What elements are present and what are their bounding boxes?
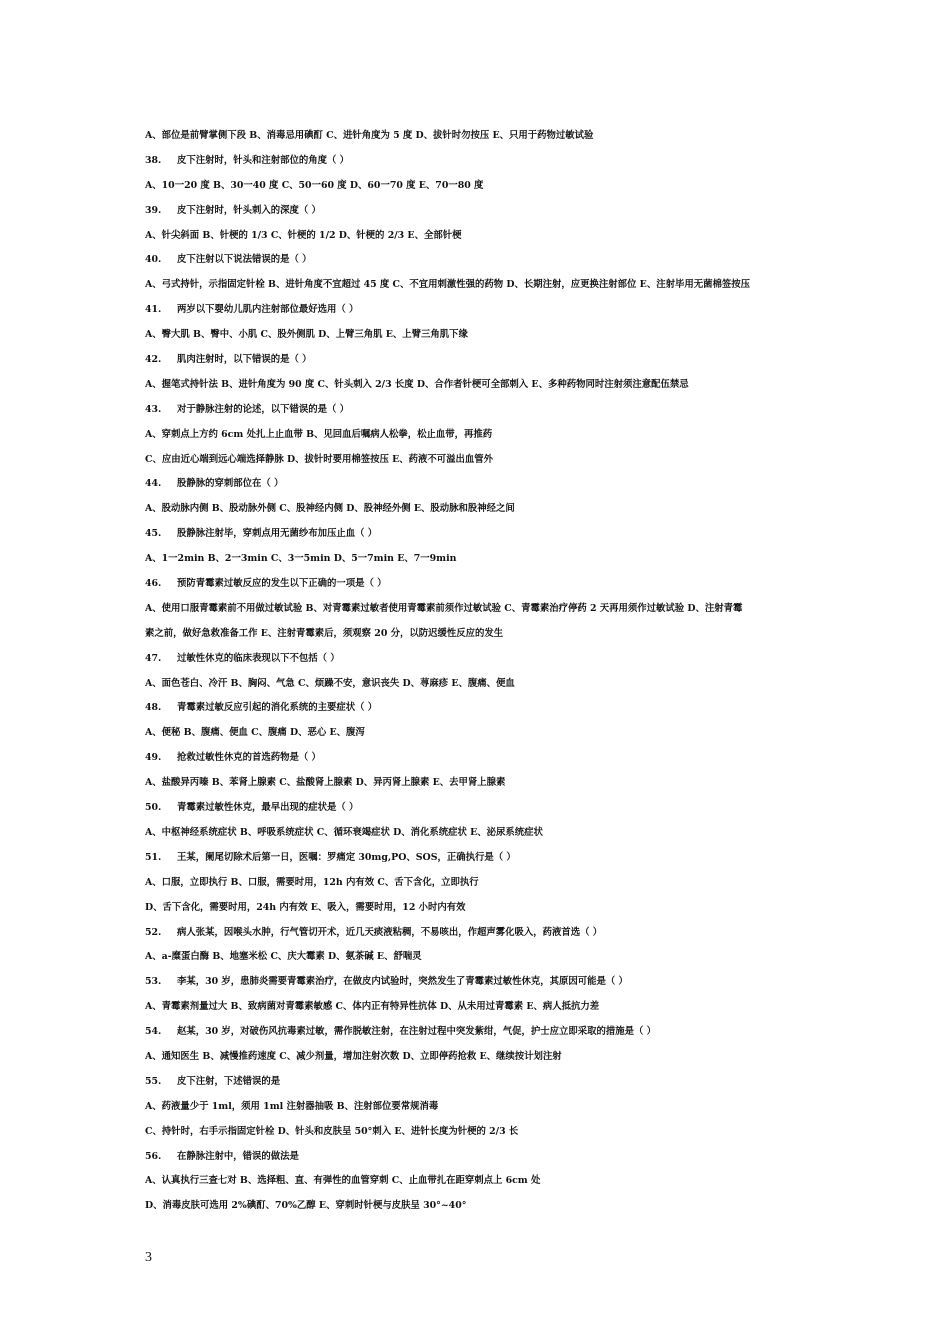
question-line xyxy=(145,252,835,277)
question-number: 54. xyxy=(145,1026,162,1038)
question-number: 51. xyxy=(145,851,162,863)
question-line xyxy=(145,153,835,178)
question-text: 抢救过敏性休克的首选药物是（ ） xyxy=(177,752,321,764)
question-number: 45. xyxy=(145,528,162,540)
question-number: 41. xyxy=(145,304,162,316)
option-line xyxy=(145,1173,835,1198)
question-line xyxy=(145,1149,835,1174)
option-line xyxy=(145,900,835,925)
question-number: 56. xyxy=(145,1150,162,1162)
question-line xyxy=(145,974,835,999)
option-text: D、舌下含化，需要时用，24h 内有效 E、吸入，需要时用，12 小时内有效 xyxy=(145,901,466,913)
option-line xyxy=(145,128,835,153)
question-number: 52. xyxy=(145,926,162,938)
option-text: A、盐酸异丙嗪 B、苯肾上腺素 C、盐酸肾上腺素 D、异丙肾上腺素 E、去甲肾上腺素 xyxy=(145,777,506,789)
question-text: 股静脉注射毕，穿刺点用无菌纱布加压止血（ ） xyxy=(177,528,378,540)
question-number: 50. xyxy=(145,802,162,814)
option-text: 素之前，做好急救准备工作 E、注射青霉素后，须观察 20 分，以防迟缓性反应的发生 xyxy=(145,627,504,639)
option-line xyxy=(145,1049,835,1074)
question-line xyxy=(145,402,835,427)
option-text: A、臀大肌 B、臀中、小肌 C、股外侧肌 D、上臂三角肌 E、上臂三角肌下缘 xyxy=(145,329,468,341)
question-number: 38. xyxy=(145,154,162,166)
question-line xyxy=(145,925,835,950)
question-line xyxy=(145,476,835,501)
option-line xyxy=(145,228,835,253)
option-text: A、穿刺点上方约 6cm 处扎上止血带 B、见回血后嘱病人松拳，松止血带，再推药 xyxy=(145,428,493,440)
option-line xyxy=(145,1198,835,1223)
option-line xyxy=(145,427,835,452)
question-text: 皮下注射以下说法错误的是（ ） xyxy=(177,254,312,266)
question-text: 青霉素过敏性休克，最早出现的症状是（ ） xyxy=(177,802,359,814)
question-line xyxy=(145,302,835,327)
question-number: 39. xyxy=(145,204,162,216)
option-line xyxy=(145,775,835,800)
question-line xyxy=(145,1024,835,1049)
question-text: 青霉素过敏反应引起的消化系统的主要症状（ ） xyxy=(177,702,378,714)
question-text: 过敏性休克的临床表现以下不包括（ ） xyxy=(177,652,340,664)
option-text: A、股动脉内侧 B、股动脉外侧 C、股神经内侧 D、股神经外侧 E、股动脉和股神经之间 xyxy=(145,503,515,515)
option-text: A、中枢神经系统症状 B、呼吸系统症状 C、循环衰竭症状 D、消化系统症状 E、泌尿系统症状 xyxy=(145,826,543,838)
question-list xyxy=(145,128,835,1223)
option-text: A、a-糜蛋白酶 B、地塞米松 C、庆大霉素 D、氨茶碱 E、舒喘灵 xyxy=(145,951,422,963)
question-number: 47. xyxy=(145,652,162,664)
question-text: 李某，30 岁，患肺炎需要青霉素治疗，在做皮内试验时，突然发生了青霉素过敏性休克，其原因可能是（ ） xyxy=(177,976,628,988)
option-text: A、握笔式持针法 B、进针角度为 90 度 C、针头刺入 2/3 长度 D、合作者针梗可全部刺入 E、多种药物同时注射须注意配伍禁忌 xyxy=(145,378,689,390)
option-line xyxy=(145,999,835,1024)
option-text: A、使用口服青霉素前不用做过敏试验 B、对青霉素过敏者使用青霉素前须作过敏试验 C、青霉素治疗停药 2 天再用须作过敏试验 D、注射青霉 xyxy=(145,602,743,614)
option-text: A、便秘 B、腹痛、便血 C、腹痛 D、恶心 E、腹泻 xyxy=(145,727,365,739)
question-text: 两岁以下婴幼儿肌内注射部位最好选用（ ） xyxy=(177,304,359,316)
question-number: 48. xyxy=(145,702,162,714)
question-text: 王某，阑尾切除术后第一日，医嘱：罗痛定 30mg,PO、SOS，正确执行是（ ） xyxy=(177,851,516,863)
option-text: A、针尖斜面 B、针梗的 1/3 C、针梗的 1/2 D、针梗的 2/3 E、全部针梗 xyxy=(145,229,462,241)
question-number: 46. xyxy=(145,578,162,590)
option-text: A、部位是前臂掌侧下段 B、消毒忌用碘酊 C、进针角度为 5 度 D、拔针时勿按压 E、只用于药物过敏试验 xyxy=(145,130,594,141)
option-line xyxy=(145,277,835,302)
option-text: C、应由近心端到远心端选择静脉 D、拔针时要用棉签按压 E、药液不可溢出血管外 xyxy=(145,453,494,465)
option-text: A、弓式持针，示指固定针栓 B、进针角度不宜超过 45 度 C、不宜用刺激性强的药物 D、长期注射，应更换注射部位 E、注射毕用无菌棉签按压 xyxy=(145,279,750,291)
question-line xyxy=(145,352,835,377)
question-text: 在静脉注射中，错误的做法是 xyxy=(177,1150,299,1162)
question-line xyxy=(145,526,835,551)
question-line xyxy=(145,850,835,875)
option-line xyxy=(145,1099,835,1124)
option-line xyxy=(145,1124,835,1149)
question-text: 病人张某，因喉头水肿，行气管切开术，近几天痰液粘稠，不易咳出，作超声雾化吸入，药液首选（ ） xyxy=(177,926,603,938)
option-text: A、1一2min B、2一3min C、3一5min D、5一7min E、7一9min xyxy=(145,553,457,565)
question-text: 预防青霉素过敏反应的发生以下正确的一项是（ ） xyxy=(177,578,387,590)
option-text: A、青霉素剂量过大 B、致病菌对青霉素敏感 C、体内正有特异性抗体 D、从未用过青霉素 E、病人抵抗力差 xyxy=(145,1001,600,1013)
question-number: 53. xyxy=(145,976,162,988)
question-text: 股静脉的穿刺部位在（ ） xyxy=(177,478,284,490)
option-line xyxy=(145,626,835,651)
option-text: A、认真执行三查七对 B、选择粗、直、有弹性的血管穿刺 C、止血带扎在距穿刺点上 6cm 处 xyxy=(145,1175,541,1187)
question-number: 40. xyxy=(145,254,162,266)
page-number: 3 xyxy=(145,1250,152,1265)
question-number: 44. xyxy=(145,478,162,490)
question-number: 49. xyxy=(145,752,162,764)
option-text: A、面色苍白、冷汗 B、胸闷、气急 C、烦躁不安，意识丧失 D、荨麻疹 E、腹痛、便血 xyxy=(145,677,515,689)
question-line xyxy=(145,651,835,676)
option-text: A、10一20 度 B、30一40 度 C、50一60 度 D、60一70 度 E、70一80 度 xyxy=(145,179,484,191)
question-text: 皮下注射时，针头刺入的深度（ ） xyxy=(177,204,321,216)
question-line xyxy=(145,800,835,825)
question-line xyxy=(145,203,835,228)
option-line xyxy=(145,725,835,750)
question-text: 肌肉注射时，以下错误的是（ ） xyxy=(177,354,312,366)
question-text: 赵某，30 岁，对破伤风抗毒素过敏，需作脱敏注射，在注射过程中突发紫绀，气促，护士应立即采取的措施是（ ） xyxy=(177,1026,656,1038)
option-line xyxy=(145,452,835,477)
question-line xyxy=(145,1074,835,1099)
option-line xyxy=(145,551,835,576)
option-text: A、通知医生 B、减慢推药速度 C、减少剂量，增加注射次数 D、立即停药抢救 E、继续按计划注射 xyxy=(145,1050,562,1062)
option-line xyxy=(145,178,835,203)
option-text: D、消毒皮肤可选用 2%碘酊、70%乙醇 E、穿刺时针梗与皮肤呈 30°~40° xyxy=(145,1200,467,1212)
option-line xyxy=(145,601,835,626)
option-line xyxy=(145,377,835,402)
question-text: 对于静脉注射的论述，以下错误的是（ ） xyxy=(177,403,350,415)
question-text: 皮下注射时，针头和注射部位的角度（ ） xyxy=(177,154,350,166)
option-line xyxy=(145,501,835,526)
question-line xyxy=(145,576,835,601)
option-line xyxy=(145,327,835,352)
question-number: 43. xyxy=(145,403,162,415)
question-line xyxy=(145,700,835,725)
option-text: A、药液量少于 1ml，须用 1ml 注射器抽吸 B、注射部位要常规消毒 xyxy=(145,1100,439,1112)
option-line xyxy=(145,676,835,701)
option-text: C、持针时，右手示指固定针栓 D、针头和皮肤呈 50°刺入 E、进针长度为针梗的 2/3 长 xyxy=(145,1125,519,1137)
question-line xyxy=(145,750,835,775)
question-text: 皮下注射，下述错误的是 xyxy=(177,1075,281,1087)
option-line xyxy=(145,825,835,850)
option-line xyxy=(145,949,835,974)
option-line xyxy=(145,875,835,900)
option-text: A、口服，立即执行 B、口服，需要时用，12h 内有效 C、舌下含化，立即执行 xyxy=(145,876,479,888)
question-number: 55. xyxy=(145,1075,162,1087)
question-number: 42. xyxy=(145,354,162,366)
